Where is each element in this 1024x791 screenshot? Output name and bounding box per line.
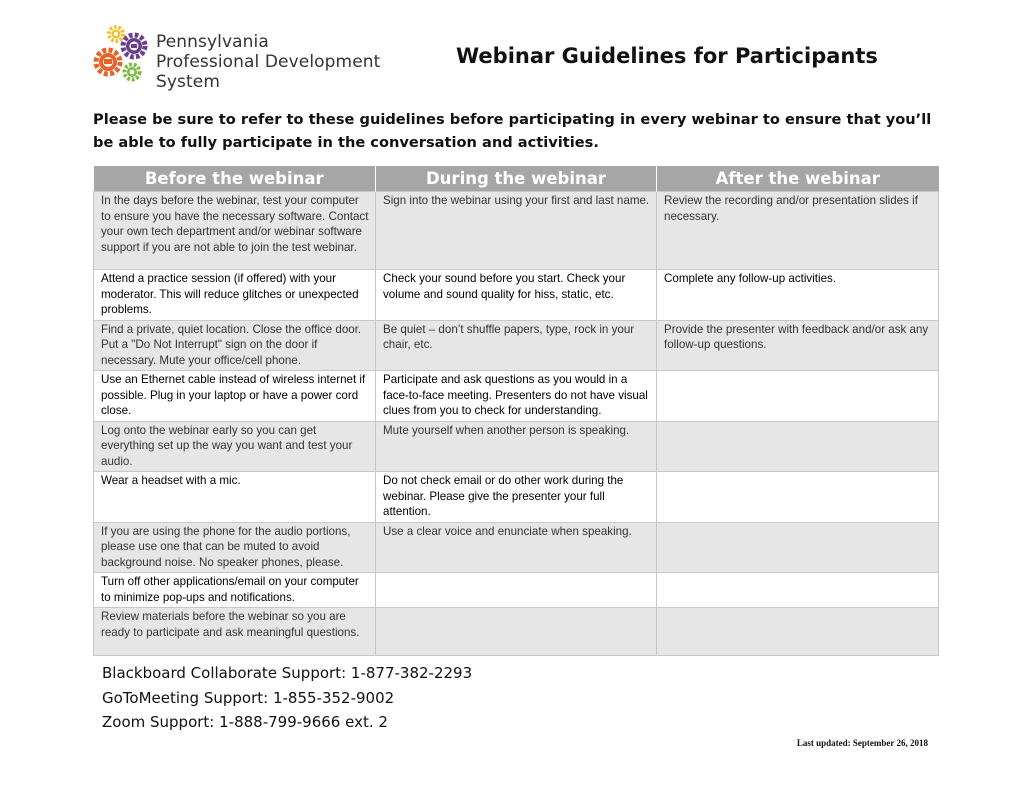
logo-line-1: Pennsylvania xyxy=(156,32,269,52)
table-row xyxy=(94,371,939,422)
zoom-support: Zoom Support: 1-888-799-9666 ext. 2 xyxy=(102,713,388,731)
table-cell: Provide the presenter with feedback and/or ask any follow-up questions. xyxy=(657,320,939,371)
table-cell: Wear a headset with a mic. xyxy=(94,472,376,523)
table-row xyxy=(94,421,939,472)
table-cell: Do not check email or do other work during the webinar. Please give the presenter your full attention. xyxy=(376,472,657,523)
header-during: During the webinar xyxy=(376,166,657,192)
table-cell: Log onto the webinar early so you can get everything set up the way you want and test your audio. xyxy=(94,421,376,472)
support-contacts xyxy=(102,661,472,735)
table-cell: Participate and ask questions as you would in a face-to-face meeting. Presenters do not have visual clues from you to check for understanding. xyxy=(376,371,657,422)
last-updated: Last updated: September 26, 2018 xyxy=(796,738,928,748)
table-header-row xyxy=(94,166,939,192)
table-cell: If you are using the phone for the audio portions, please use one that can be muted to avoid background noise. No speaker phones, please. xyxy=(94,522,376,573)
table-cell xyxy=(657,371,939,422)
table-cell xyxy=(376,573,657,608)
table-cell xyxy=(657,472,939,523)
table-row xyxy=(94,270,939,321)
header-after: After the webinar xyxy=(657,166,939,192)
table-cell: Be quiet – don’t shuffle papers, type, rock in your chair, etc. xyxy=(376,320,657,371)
table-row xyxy=(94,192,939,270)
table-row xyxy=(94,320,939,371)
table-cell: Find a private, quiet location. Close the office door. Put a "Do Not Interrupt" sign on the door if necessary. Mute your office/cell phone. xyxy=(94,320,376,371)
table-cell: Review materials before the webinar so you are ready to participate and ask meaningful questions. xyxy=(94,608,376,656)
guidelines-table xyxy=(93,166,939,656)
table-cell: Mute yourself when another person is speaking. xyxy=(376,421,657,472)
table-cell xyxy=(376,608,657,656)
page-title: Webinar Guidelines for Participants xyxy=(456,44,878,68)
table-cell xyxy=(657,522,939,573)
table-row xyxy=(94,608,939,656)
table-cell: Complete any follow-up activities. xyxy=(657,270,939,321)
table-cell xyxy=(657,573,939,608)
logo-line-2: Professional Development xyxy=(156,52,381,72)
table-cell: Attend a practice session (if offered) with your moderator. This will reduce glitches or unexpected problems. xyxy=(94,270,376,321)
pa-pds-logo xyxy=(92,24,382,96)
table-cell: In the days before the webinar, test your computer to ensure you have the necessary software. Contact your own tech department and/or webinar software support if you are not able to join the test webinar. xyxy=(94,192,376,270)
logo-line-3: System xyxy=(156,72,220,92)
table-row xyxy=(94,573,939,608)
blackboard-support: Blackboard Collaborate Support: 1-877-382-2293 xyxy=(102,664,473,682)
table-cell: Review the recording and/or presentation slides if necessary. xyxy=(657,192,939,270)
table-row xyxy=(94,472,939,523)
gears-logo-icon xyxy=(92,24,156,88)
table-row xyxy=(94,522,939,573)
gotomeeting-support: GoToMeeting Support: 1-855-352-9002 xyxy=(102,688,395,707)
header-before: Before the webinar xyxy=(94,166,376,192)
table-cell: Use a clear voice and enunciate when speaking. xyxy=(376,522,657,573)
table-cell xyxy=(657,421,939,472)
table-cell: Use an Ethernet cable instead of wireless internet if possible. Plug in your laptop or have a power cord close. xyxy=(94,371,376,422)
table-cell: Check your sound before you start. Check your volume and sound quality for hiss, static, etc. xyxy=(376,270,657,321)
table-cell: Turn off other applications/email on your computer to minimize pop-ups and notifications. xyxy=(94,573,376,608)
table-cell xyxy=(657,608,939,656)
logo-text xyxy=(156,32,380,92)
intro-text: Please be sure to refer to these guidelines before participating in every webinar to ensure that you’ll be able to fully participate in the conversation and activities. xyxy=(93,111,932,151)
table-cell: Sign into the webinar using your first and last name. xyxy=(376,192,657,270)
